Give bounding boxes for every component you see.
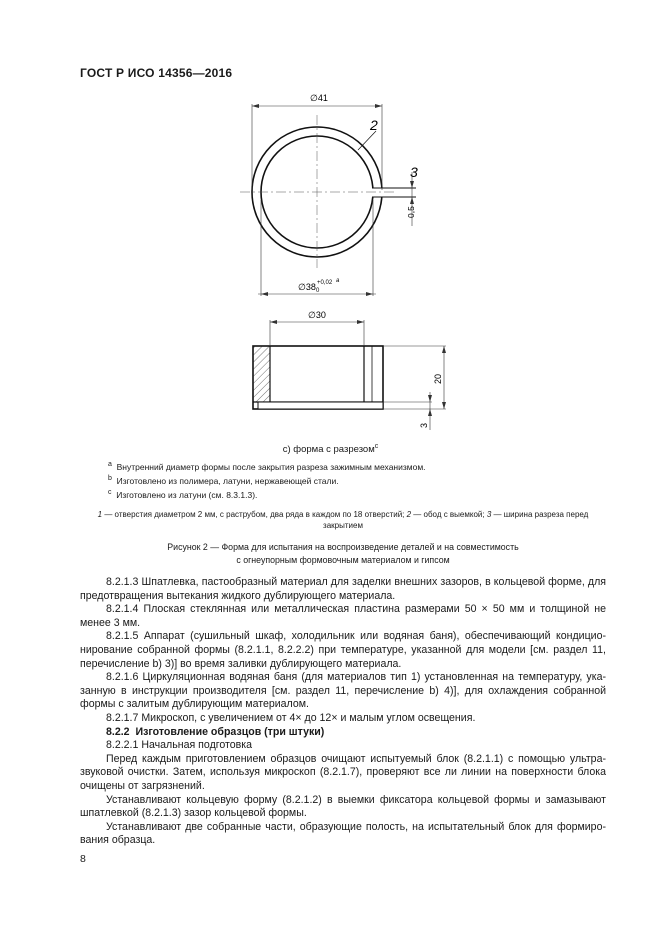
svg-text:3: 3 — [410, 164, 418, 180]
footnote-a: $^a$ Внутренний диаметр формы после закрытия разреза зажимным механизмом. — [108, 461, 426, 472]
svg-text:a: a — [336, 278, 340, 284]
para-8-2-1-4: 8.2.1.4 Плоская стеклянная или металлическая пластина размерами 50 × 50 мм и толщиной не менее 3 мм. — [80, 603, 606, 629]
section-heading-8-2-2: 8.2.2 Изготовление образцов (три штуки) — [106, 725, 325, 738]
dim-inner-label: ∅38 — [298, 282, 316, 292]
footnote-c: $^c$ Изготовлено из латуни (см. 8.3.1.3). — [108, 489, 258, 500]
document-header: ГОСТ Р ИСО 14356—2016 — [80, 66, 233, 80]
para-cleaning: Перед каждым приготовлением образцов очищают испытуемый блок (8.2.1.1) с помощью ультразвуковой очистки. Затем, используя микроскоп (8.2.1.7), проверяют все ли линии на поверхности блока очищены от загрязнений. — [80, 752, 606, 792]
dimension-heights — [383, 346, 446, 430]
dim-outer-label: ∅41 — [310, 93, 328, 103]
para-8-2-1-6: 8.2.1.6 Циркуляционная водяная баня (для материалов тип 1) установленная на температуру, указанную в инструкции производителя [см. раздел 11, перечисление b) 4)], для охлаждения собранной формы с залитым дублирующим материалом. — [80, 671, 606, 711]
page-number: 8 — [80, 853, 86, 865]
dim-bottom-label: 3 — [419, 422, 429, 428]
svg-text:+0,02: +0,02 — [317, 280, 333, 286]
svg-text:0: 0 — [316, 288, 320, 294]
ring-top-view — [240, 115, 416, 268]
para-8-2-2-1: 8.2.2.1 Начальная подготовка — [106, 739, 253, 752]
footnote-b: $^b$ Изготовлено из полимера, латуни, нержавеющей стали. — [108, 475, 339, 486]
figure-title: Рисунок 2 — Форма для испытания на воспроизведение деталей и на совместимость с огнеупорным формовочным материалом и гипсом — [167, 542, 519, 565]
svg-text:2: 2 — [370, 117, 378, 133]
ring-side-section — [253, 346, 383, 409]
callout-3 — [406, 164, 418, 226]
body-text — [80, 576, 606, 848]
dim-height-label: 20 — [433, 373, 443, 384]
para-8-2-1-3: 8.2.1.3 Шпатлевка, пастообразный материал для заделки внешних зазоров, в кольцевой форме, для предотвращения вытекания жидкого дублирующего материала. — [80, 576, 606, 602]
technical-drawing — [0, 0, 661, 440]
dim-gap-label: 0,5 — [406, 206, 416, 218]
para-8-2-1-5: 8.2.1.5 Аппарат (сушильный шкаф, холодильник или водяная баня), обеспечивающий кондиционирование собранной формы (8.2.1.1, 8.2.2.2) при температуре, указанной для модели [см. раздел 11, перечисление b) 3)] во время заливки дублирующего материала. — [80, 630, 606, 670]
dimension-bore-diameter — [270, 310, 364, 346]
figure-legend: 1 — отверстия диаметром 2 мм, с раструбом, два ряда в каждом по 18 отверстий; 2 — обод с выемкой; 3 — ширина разреза перед закрытием — [97, 510, 589, 530]
para-ring-install: Устанавливают кольцевую форму (8.2.1.2) в выемки фиксатора кольцевой формы и замазывают шпатлевкой (8.2.1.3) зазор кольцевой формы. — [80, 793, 606, 820]
para-8-2-1-7: 8.2.1.7 Микроскоп, с увеличением от 4× до 12× и малым углом освещения. — [106, 711, 476, 724]
dim-bore-label: ∅30 — [308, 310, 326, 320]
figure-subcaption: c) форма с разрезом$^c$ — [282, 442, 379, 455]
para-assembly: Устанавливают две собранные части, образующие полость, на испытательный блок для формирования образца. — [80, 820, 606, 847]
